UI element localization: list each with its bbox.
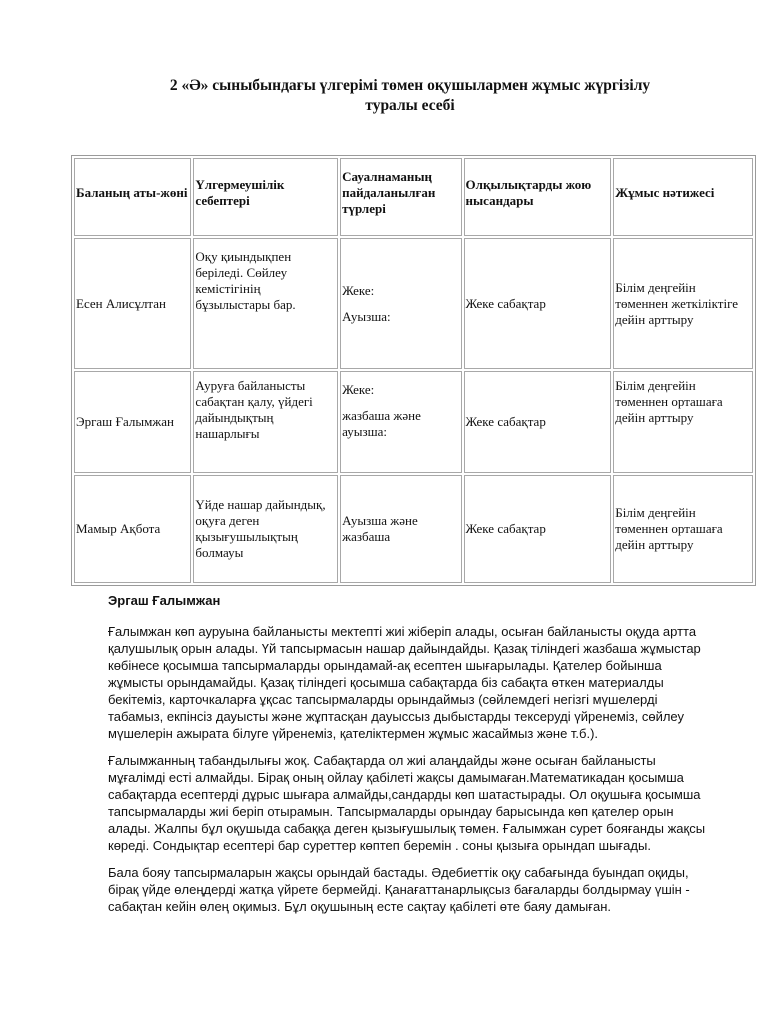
header-reason: Үлгермеушілік себептері xyxy=(193,158,338,236)
table-header-row xyxy=(74,158,753,236)
cell-name: Мамыр Ақбота xyxy=(74,475,191,583)
cell-form: Жеке сабақтар xyxy=(464,475,612,583)
cell-form: Жеке сабақтар xyxy=(464,371,612,473)
cell-result: Білім деңгейін төменнен жеткіліктіге дейін арттыру xyxy=(613,238,753,369)
table-row xyxy=(74,475,753,583)
cell-reason: Ауруға байланысты сабақтан қалу, үйдегі дайындықтың нашарлығы xyxy=(193,371,338,473)
cell-survey xyxy=(340,371,461,473)
survey-line-2: Ауызша: xyxy=(342,308,391,324)
header-result: Жұмыс нәтижесі xyxy=(613,158,753,236)
table-row xyxy=(74,371,753,473)
report-paragraph: Ғалымжанның табандылығы жоқ. Сабақтарда ол жиі алаңдайды және осыған байланысты мұғалімді есті алмайды. Бірақ оның ойлау қабілеті жақсы дамымаған.Математикадан қосымша сабақтарда есептерді дұрыс шығара алмайды,сандарды көп шатастырады. Ол оқушыға қосымша тапсырмаларды жиі беріп отырамын. Тапсырмаларды орындау барысында көп қателер орын алады. Жалпы бұл оқушыда сабаққа деген қызығушылық төмен. Ғалымжан сурет бояғанды жақсы көреді. Сондықтар есептері бар суреттер көптеп беремін . соны қызыға орындап шығады. xyxy=(108,753,706,853)
title-line-1: 2 «Ә» сыныбындағы үлгерімі төмен оқушылармен жұмыс жүргізілу xyxy=(169,77,651,94)
students-table xyxy=(71,155,756,586)
survey-line-1: Жеке: xyxy=(342,282,375,298)
cell-reason: Үйде нашар дайындық, оқуға деген қызығушылықтың болмауы xyxy=(193,475,338,583)
survey-line-1: Ауызша және жазбаша xyxy=(342,513,418,544)
report-paragraph: Бала бояу тапсырмаларын жақсы орындай бастады. Әдебиеттік оқу сабағында буындап оқиды, бірақ үйде өлеңдерді жатқа үйрете бермейді. Қанағаттанарлықсыз бағаларды болдырмау үшін - сабақтан кейін өлең оқимыз. Бұл оқушының есте сақтау қабілеті өте баяу дамыған. xyxy=(108,865,690,914)
cell-name: Эргаш Ғалымжан xyxy=(74,371,191,473)
cell-result: Білім деңгейін төменнен орташаға дейін арттыру xyxy=(613,475,753,583)
header-survey: Сауалнаманың пайдаланылған түрлері xyxy=(340,158,461,236)
survey-line-1: Жеке: xyxy=(342,382,375,397)
header-form: Олқылықтарды жою нысандары xyxy=(464,158,612,236)
student-heading: Эргаш Ғалымжан xyxy=(108,593,221,608)
report-paragraph: Ғалымжан көп ауруына байланысты мектепті жиі жіберіп алады, осыған байланысты оқуда артта қалушылық орын алады. Үй тапсырмасын нашар дайындайды. Қазақ тіліндегі жазбаша жұмыстар көбінесе қосымша тапсырмаларды орындамай-ақ есептен шығарылады. Қателер бойынша жұмысты орындамайды. Қазақ тіліндегі қосымша сабақтарда біз сабақта өткен материалды бекітеміз, карточкаларға ұқсас тапсырмаларды орындаймыз (сөйлемдегі негізгі мүшелерді табамыз, екпінсіз дауысты және жұптасқан дауыссыз дыбыстарды тексеруді үйренеміз, сөйлеу мүшелерін ажырата білуге үйренеміз, қателіктермен жұмыс жасаймыз және т.б.). xyxy=(108,624,701,741)
cell-reason: Оқу қиындықпен беріледі. Сөйлеу кемістігінің бұзылыстары бар. xyxy=(193,238,338,369)
cell-result: Білім деңгейін төменнен орташаға дейін арттыру xyxy=(613,371,753,473)
header-name: Баланың аты-жөні xyxy=(74,158,191,236)
cell-survey xyxy=(340,238,461,369)
cell-survey xyxy=(340,475,461,583)
report-body xyxy=(108,592,713,925)
document-title xyxy=(100,76,720,116)
table-row xyxy=(74,238,753,369)
cell-form: Жеке сабақтар xyxy=(464,238,612,369)
title-line-2: туралы есебі xyxy=(365,97,455,114)
survey-line-2: жазбаша және ауызша: xyxy=(342,408,421,439)
cell-name: Есен Алисұлтан xyxy=(74,238,191,369)
